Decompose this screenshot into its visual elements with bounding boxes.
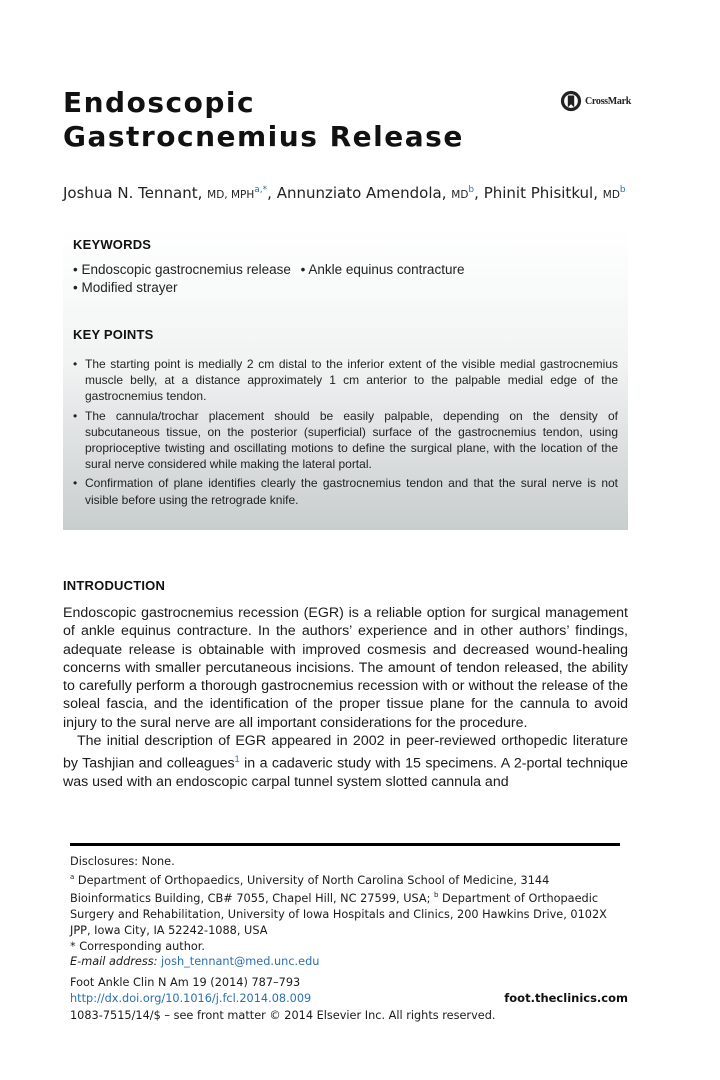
footnote-divider	[70, 843, 620, 846]
corresponding-author: * Corresponding author.	[70, 939, 205, 953]
author-credentials: MD	[602, 189, 620, 201]
introduction-body	[63, 604, 628, 792]
copyright: 1083-7515/14/$ – see front matter © 2014 Elsevier Inc. All rights reserved.	[70, 1008, 496, 1022]
key-points-heading: KEY POINTS	[73, 327, 154, 342]
author-name: Joshua N. Tennant,	[63, 184, 203, 202]
key-point-item: • The cannula/trochar placement should be easily palpable, depending on the density of subcutaneous tissue, on the posterior (superficial) surface of the gastrocnemius tendon, using proprioceptive twisting and oscillating motions to define the surgical plane, with the location of the sural nerve considered while making the lateral portal.	[73, 408, 618, 472]
author-name: Annunziato Amendola,	[276, 184, 447, 202]
keywords-heading: KEYWORDS	[73, 237, 152, 252]
paragraph: The initial description of EGR appeared in 2002 in peer-reviewed orthopedic literature by Tashjian and colleagues$^1$ in a cadaveric study with 15 specimens. A 2-portal technique was used with an endoscopic carpal tunnel system slotted cannula and	[63, 733, 628, 791]
title-line-2: Gastrocnemius Release	[63, 120, 464, 153]
reference-link[interactable]: 1	[234, 754, 240, 765]
key-point-item: • The starting point is medially 2 cm distal to the inferior extent of the visible medial gastrocnemius muscle belly, at a distance approximately 1 cm anterior to the palpable medial edge of the gastrocnemius tendon.	[73, 357, 618, 404]
keyword-item: • Modified strayer	[73, 280, 178, 295]
keywords-list	[73, 261, 470, 297]
journal-site-link[interactable]: foot.theclinics.com	[504, 991, 628, 1005]
title-line-1: Endoscopic	[63, 86, 256, 119]
journal-citation: Foot Ankle Clin N Am 19 (2014) 787–793	[70, 976, 301, 989]
journal-info	[70, 975, 495, 1024]
doi-link[interactable]: http://dx.doi.org/10.1016/j.fcl.2014.08.009	[70, 992, 312, 1006]
footnotes	[70, 854, 620, 970]
affiliations: $^a$ Department of Orthopaedics, University of North Carolina School of Medicine, 3144 Bioinformatics Building, CB# 7055, Chapel Hill, NC 27599, USA; $^b$ Department of Orthopaedic Surgery and Rehabilitation, University of Iowa Hospitals and Clinics, 200 Hawkins Drive, 0102X JPP, Iowa City, IA 52242-1088, USA	[70, 872, 607, 937]
crossmark-badge[interactable]	[560, 90, 631, 112]
author-credentials: MD	[451, 189, 469, 201]
author-name: Phinit Phisitkul,	[483, 184, 598, 202]
author-credentials: MD, MPH	[207, 189, 255, 201]
author-affiliation-mark[interactable]: b	[619, 185, 626, 195]
keyword-item: • Endoscopic gastrocnemius release	[73, 262, 291, 277]
keyword-item: • Ankle equinus contracture	[300, 262, 465, 277]
disclosures: Disclosures: None.	[70, 855, 175, 868]
keywords-keypoints-box	[63, 228, 628, 530]
key-points-list	[73, 356, 618, 511]
email-link[interactable]: josh_tennant@med.unc.edu	[161, 955, 320, 969]
author-affiliation-mark[interactable]: b	[468, 185, 475, 195]
crossmark-label: CrossMark	[585, 95, 632, 107]
author-affiliation-mark[interactable]: a,*	[254, 185, 268, 195]
article-title	[63, 86, 464, 154]
crossmark-icon	[560, 90, 582, 112]
email-line: E-mail address: josh_tennant@med.unc.edu	[70, 955, 320, 969]
introduction-heading: INTRODUCTION	[63, 578, 166, 593]
author-line: Joshua N. Tennant, MD, $MPH^{a,*}$, Annunziato Amendola, $MD^b$, Phinit Phisitkul, $MD^b$	[63, 184, 626, 202]
paragraph: Endoscopic gastrocnemius recession (EGR) is a reliable option for surgical management of ankle equinus contracture. In the authors’ experience and in other authors’ findings, adequate release is obtainable with improved cosmesis and decreased wound-healing concerns with smaller percutaneous incisions. The amount of tendon released, the ability to carefully perform a thorough gastrocnemius recession with or without the release of the soleal fascia, and the identification of the proper tissue plane for the cannula to avoid injury to the sural nerve are all important considerations for the procedure.	[63, 605, 628, 731]
key-point-item: • Confirmation of plane identifies clearly the gastrocnemius tendon and that the sural nerve is not visible before using the retrograde knife.	[73, 476, 618, 507]
